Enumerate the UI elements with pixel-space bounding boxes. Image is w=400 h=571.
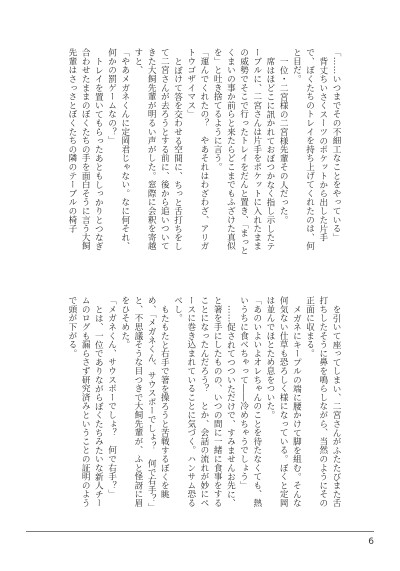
bottom-text-column xyxy=(59,296,342,508)
paragraph: もたもたと右手で箸を操ろうと苦戦するぼくを眺め、「メガネくん、サウスポーでしょ？ 何で右手？」と、不思議そうな目つきで大飼先輩が、ふと怪訝に眉をひそめた。 xyxy=(119,296,170,508)
top-text-column xyxy=(59,48,342,255)
paragraph: ……促されてつついただけで、すみませんお先に、と箸を手にしたものの、いつの間に一緒に食事をすることになったんだろう？ とか、会話の流れが妙にペースに巻き込まれていることに気づく。ハンサム恐るべし。 xyxy=(172,296,236,508)
footer-rule xyxy=(26,531,374,532)
paragraph: 席はほどこに訊かれておぼつかなく指し示したテーブルに、二宮さんは片手をポケットに入れたままの威勢でそこで行ったトレイをだんと置き、「まっとくまいの事か前らと来たらどこまでもふざけた真似を」と吐き捨てるように言う。 xyxy=(212,48,275,255)
page-number: 6 xyxy=(368,537,374,547)
paragraph: 「メガネくん、サウスポーでしょ？ 何で右手？」 xyxy=(106,296,117,499)
paragraph: 「……いつまでその不細工なことをやっている」 xyxy=(331,48,341,242)
paragraph: 背丈ちいさくスーツのポケットから出した片手で、ぼくたちのトレイを持ち上げてくれたのは、何と目だ。 xyxy=(291,48,328,251)
paragraph: とは、一位でありながらぼくたちみたいな新人チームのログも漏らさず研究済みということの証明のようで頭が下がる。 xyxy=(66,296,104,508)
paragraph: 「あのいよいよオレちゃんのことを待たなくても、熱いうちに食べちゃって――冷めちゃうでしょう」 xyxy=(238,296,262,508)
paragraph: を引いて座ってしまい、二宮さんがふたたびまた舌打ちしたそうに鼻を鳴らしながら、当然のようにその正面に収まる。 xyxy=(304,296,341,508)
paragraph: 「運んでくれたの？ やあそれはわざわざ、アリガトウゴザイマス」 xyxy=(185,48,209,251)
paragraph: メガネにキープルの端に腰かけて脚を組む。そんな何気ない仕草も恐ろしく様になっている。ぼくと定岡は並んでほとため息をついた。 xyxy=(264,296,302,508)
paragraph: 一位・二宮様の二宮様先輩その人だった。 xyxy=(278,56,289,224)
paragraph: トレイを置いてもらったあともしっかりとつなぎ合わせたままのぼくたちの手を面白そうに言う大飼先輩はさっさとぼくたちの隣のテーブルの椅子 xyxy=(66,48,104,251)
paragraph: とぼけて答を交わせる空間に、ちっと舌打ちをして二宮さんが去ろうとする前に、後から追いついてきた大飼先輩が明るい声がした。窓際に会釈を寄越すと、 xyxy=(132,48,183,251)
paragraph: 「やあメガネくんに定岡君じゃない。なに何それ、何かの罰ゲームなの？」 xyxy=(106,48,130,251)
